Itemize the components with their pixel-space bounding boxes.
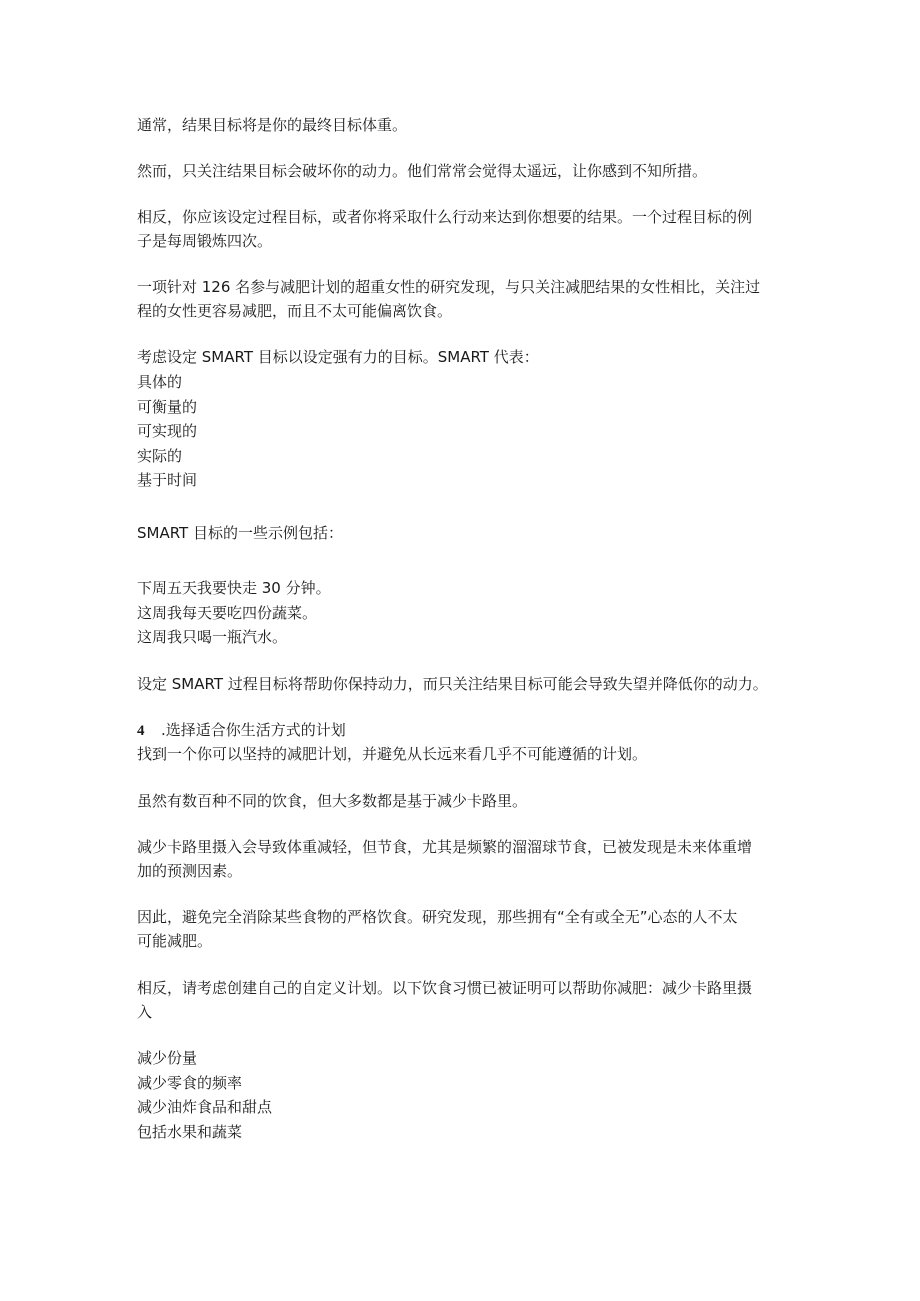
paragraph-custom-plan-line2: 入	[137, 1003, 153, 1021]
smart-item: 具体的	[137, 373, 183, 391]
paragraph-custom-plan-line1: 相反，请考虑创建自己的自定义计划。以下饮食习惯已被证明可以帮助你减肥：减少卡路里摄	[137, 979, 753, 997]
paragraph-strict-diet-line1: 因此，避免完全消除某些食物的严格饮食。研究发现，那些拥有“全有或全无”心态的人不太	[137, 908, 738, 926]
paragraph-process-goal-line1: 相反，你应该设定过程目标，或者你将采取什么行动来达到你想要的结果。一个过程目标的例	[137, 208, 753, 226]
paragraph-outcome-goal: 通常，结果目标将是你的最终目标体重。	[137, 116, 408, 134]
paragraph-find-plan: 找到一个你可以坚持的减肥计划，并避免从长远来看几乎不可能遵循的计划。	[137, 745, 648, 763]
section-title: .选择适合你生活方式的计划	[161, 721, 346, 739]
habit-item: 减少零食的频率	[137, 1074, 243, 1092]
section-number: 4	[137, 723, 145, 739]
smart-item: 可实现的	[137, 422, 198, 440]
smart-item: 可衡量的	[137, 398, 198, 416]
habit-item: 减少油炸食品和甜点	[137, 1098, 273, 1116]
paragraph-process-goal-line2: 子是每周锻炼四次。	[137, 232, 273, 250]
habit-item: 包括水果和蔬菜	[137, 1123, 243, 1141]
paragraph-calories-line2: 加的预测因素。	[137, 862, 243, 880]
habit-item: 减少份量	[137, 1049, 198, 1067]
example-item: 这周我每天要吃四份蔬菜。	[137, 604, 318, 622]
example-item: 这周我只喝一瓶汽水。	[137, 628, 288, 646]
paragraph-smart-summary: 设定 SMART 过程目标将帮助你保持动力，而只关注结果目标可能会导致失望并降低你的动力。	[137, 675, 768, 693]
example-item: 下周五天我要快走 30 分钟。	[137, 579, 331, 597]
section-heading	[137, 720, 346, 741]
paragraph-strict-diet-line2: 可能减肥。	[137, 932, 213, 950]
paragraph-study-line1: 一项针对 126 名参与减肥计划的超重女性的研究发现，与只关注减肥结果的女性相比，关注过	[137, 278, 761, 296]
paragraph-diets: 虽然有数百种不同的饮食，但大多数都是基于减少卡路里。	[137, 792, 528, 810]
paragraph-motivation: 然而，只关注结果目标会破坏你的动力。他们常常会觉得太遥远，让你感到不知所措。	[137, 162, 708, 180]
paragraph-calories-line1: 减少卡路里摄入会导致体重减轻，但节食，尤其是频繁的溜溜球节食，已被发现是未来体重增	[137, 838, 753, 856]
paragraph-smart-intro: 考虑设定 SMART 目标以设定强有力的目标。SMART 代表：	[137, 348, 539, 366]
paragraph-study-line2: 程的女性更容易减肥，而且不太可能偏离饮食。	[137, 302, 453, 320]
smart-item: 实际的	[137, 447, 183, 465]
smart-item: 基于时间	[137, 471, 198, 489]
paragraph-smart-examples-intro: SMART 目标的一些示例包括：	[137, 524, 343, 542]
